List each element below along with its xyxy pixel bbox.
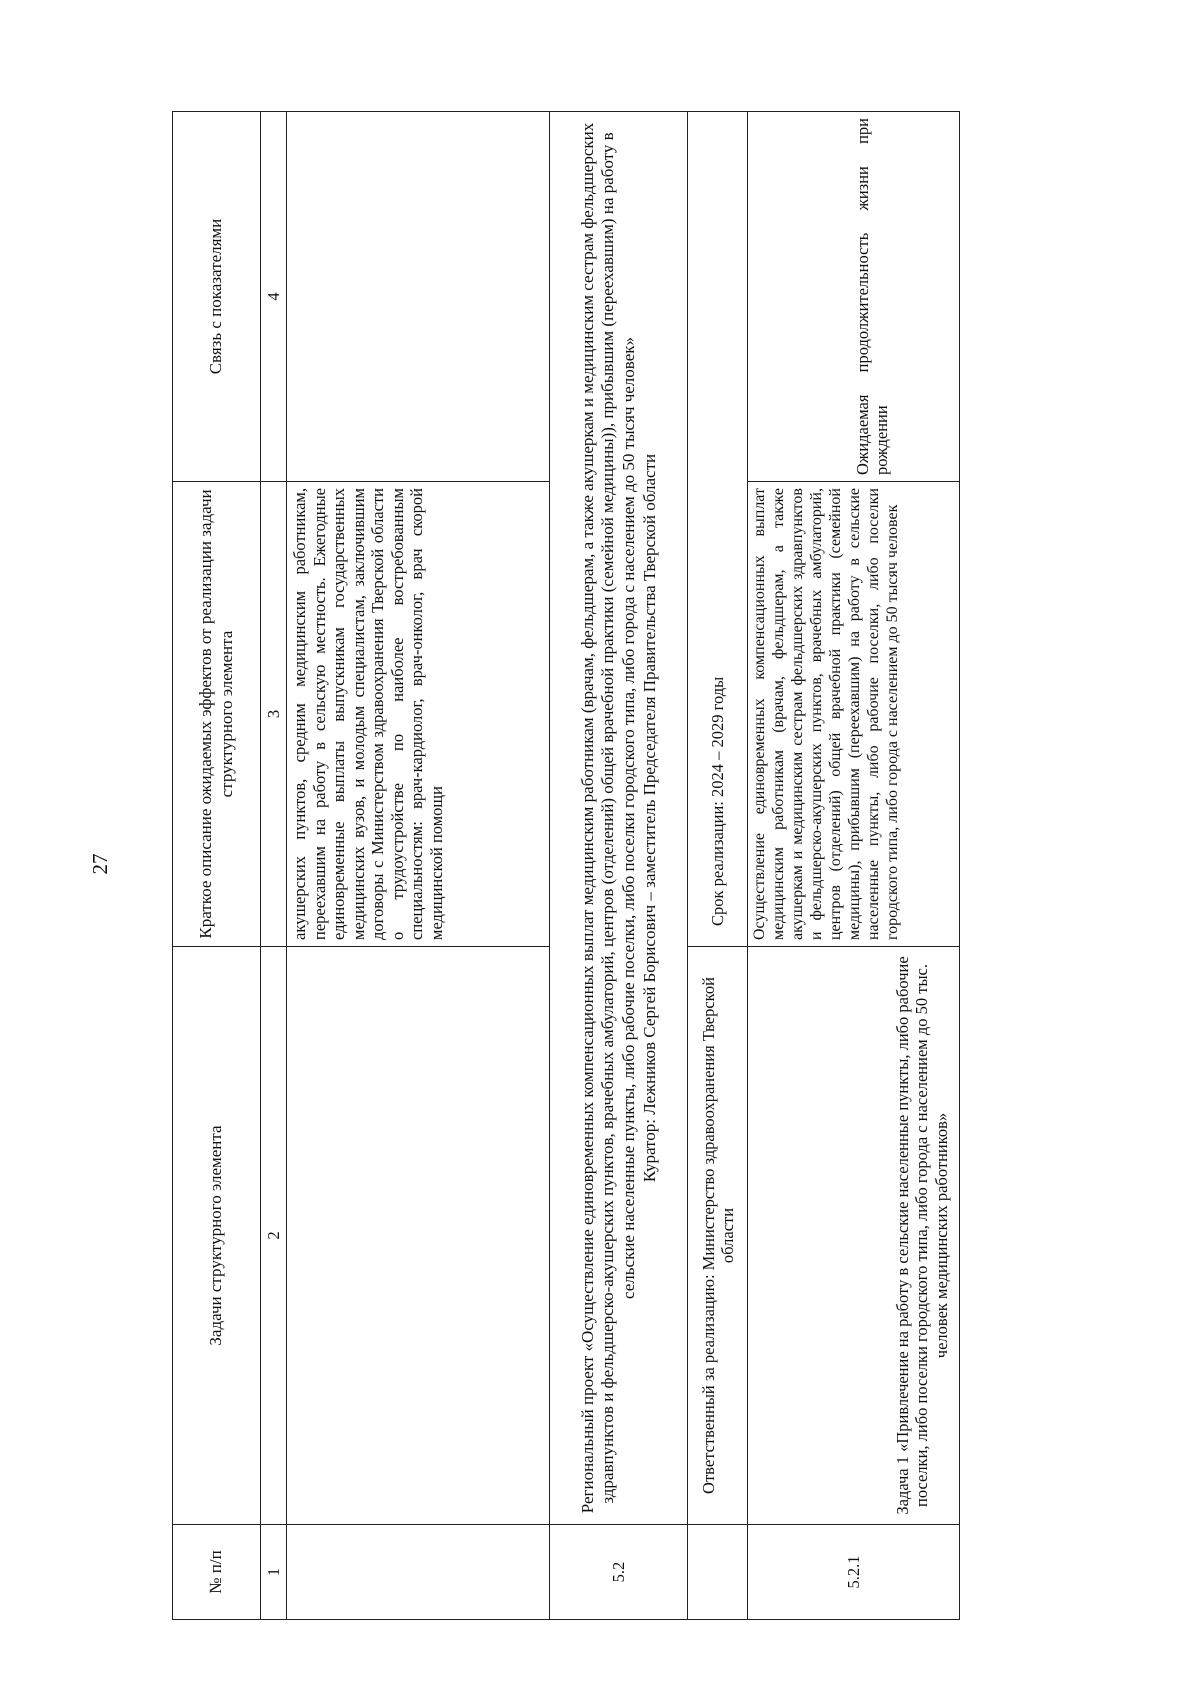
continued-row <box>287 112 550 1620</box>
header-indicators: Связь с показателями <box>173 112 261 482</box>
project-curator: Куратор: Лежников Сергей Борисович – заместитель Председателя Правительства Тверской области <box>639 453 659 1183</box>
period-text: Срок реализации: 2024 – 2029 годы <box>688 112 748 947</box>
responsible-text: Ответственный за реализацию: Министерство здравоохранения Тверской области <box>688 947 748 1525</box>
continued-task-cell <box>287 947 550 1525</box>
column-number: 4 <box>261 112 287 482</box>
column-number-row <box>261 112 287 1620</box>
task-number: 5.2.1 <box>748 1525 960 1620</box>
project-title: Региональный проект «Осуществление единовременных компенсационных выплат медицинским работникам (врачам, фельдшерам, а также акушеркам и медицинским сестрам фельдшерских здравпунктов и фельдшерско-акушерских пунктов, врачебных амбулаторий, центров (отделений) общей врачебной практики (семейной медицины)), прибывшим (переехавшим) на работу в сельские населенные пункты, либо рабочие поселки, либо поселки городского типа, либо города с населением до 50 тысяч человек» <box>577 122 638 1514</box>
task-indicator-text: Ожидаемая продолжительность жизни при рождении <box>748 112 960 482</box>
header-effects: Краткое описание ожидаемых эффектов от реализации задачи структурного элемента <box>173 482 261 947</box>
structural-elements-table <box>172 111 960 1620</box>
column-number: 1 <box>261 1525 287 1620</box>
project-number: 5.2 <box>550 1525 688 1620</box>
responsible-empty-cell <box>688 1525 748 1620</box>
task-text: Задача 1 «Привлечение на работу в сельские населенные пункты, либо рабочие поселки, либо поселки городского типа, либо города с населением до 50 тыс. человек медицинских работников» <box>748 947 960 1525</box>
header-number: № п/п <box>173 1525 261 1620</box>
task-effect-text: Осуществление единовременных компенсационных выплат медицинским работникам (врачам, фельдшерам, а также акушеркам и медицинским сестрам фельдшерских здравпунктов и фельдшерско-акушерских пунктов, врачебных амбулаторий, центров (отделений) общей врачебной практики (семейной медицины), прибывшим (переехавшим) на работу в сельские населенные пункты, либо рабочие поселки, либо поселки городского типа, либо города с населением до 50 тысяч человек <box>748 482 960 947</box>
header-tasks: Задачи структурного элемента <box>173 947 261 1525</box>
document-table-rotated <box>172 112 960 1620</box>
project-row <box>550 112 688 1620</box>
column-number: 2 <box>261 947 287 1525</box>
continued-effect-text: акушерских пунктов, средним медицинским работникам, переехавшим на работу в сельскую местность. Ежегодные единовременные выплаты выпускникам государственных медицинских вузов, и молодым специалистам, заключившим договоры с Министерством здравоохранения Тверской области о трудоустройстве по наиболее востребованным специальностям: врач-кардиолог, врач-онколог, врач скорой медицинской помощи <box>287 482 550 947</box>
responsible-row <box>688 112 748 1620</box>
table-header-row <box>173 112 261 1620</box>
task-row <box>748 112 960 1620</box>
column-number: 3 <box>261 482 287 947</box>
project-cell <box>550 112 688 1525</box>
continued-number-cell <box>287 1525 550 1620</box>
continued-indicator-cell <box>287 112 550 482</box>
page-number: 27 <box>88 853 112 875</box>
